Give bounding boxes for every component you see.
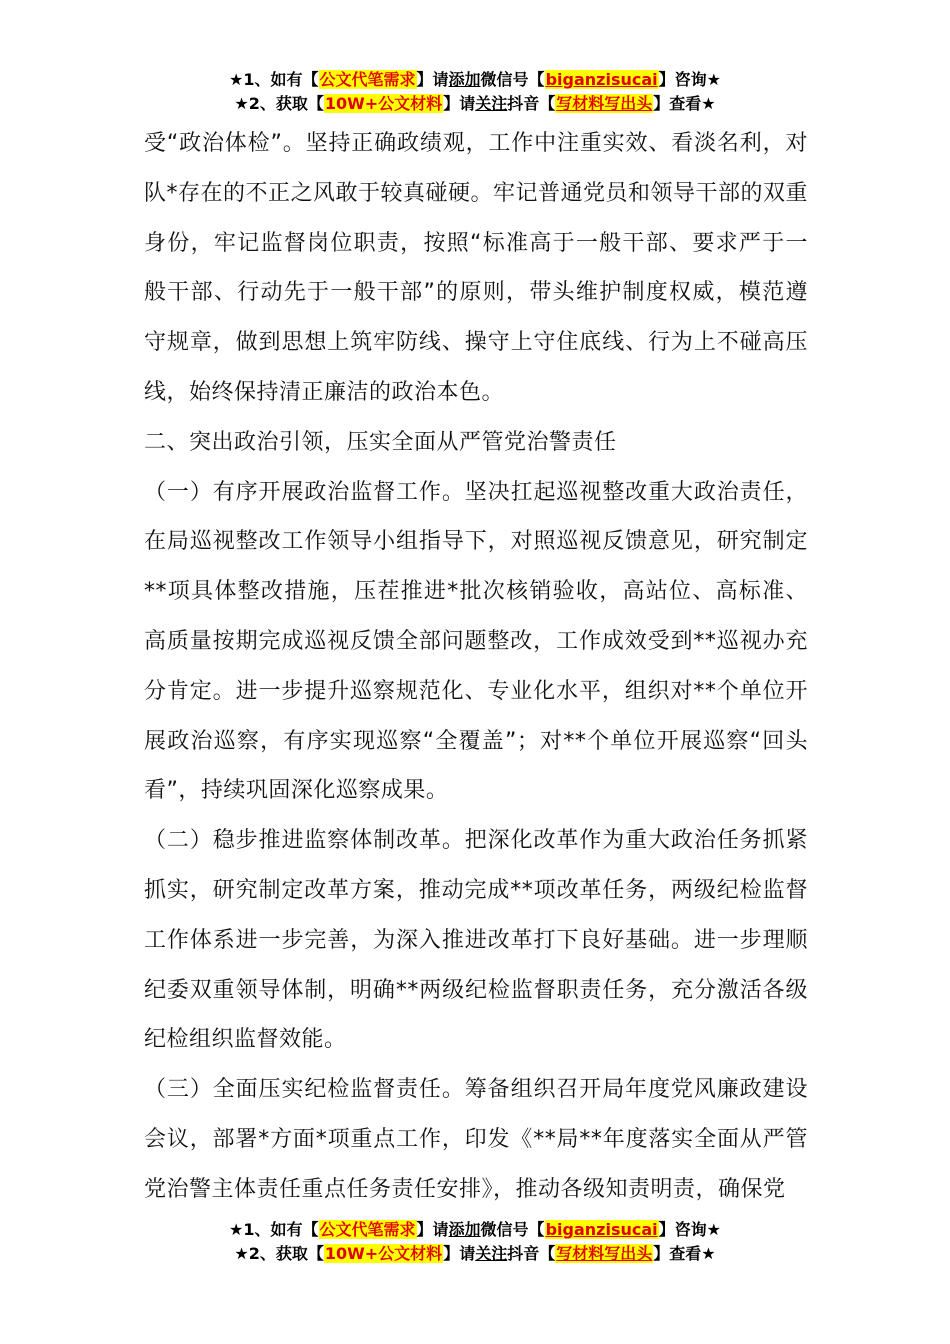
banner-text: 】请 bbox=[443, 94, 476, 113]
banner-text: 】请 bbox=[416, 1220, 449, 1239]
highlight-text: 公文代笔需求 bbox=[319, 1220, 416, 1239]
douyin-id-highlight: 写材料写出头 bbox=[556, 94, 653, 113]
wechat-id-highlight: biganzisucai bbox=[545, 1220, 658, 1239]
banner-text: 微信号【 bbox=[480, 1220, 545, 1239]
banner-text: 抖音【 bbox=[507, 94, 556, 113]
banner-line-1 bbox=[0, 68, 950, 92]
document-body bbox=[144, 119, 808, 1215]
paragraph: （三）全面压实纪检监督责任。筹备组织召开局年度党风廉政建设会议，部署*方面*项重点工作，印发《**局**年度落实全面从严管党治警主体责任重点任务责任安排》，推动各级知责明责，确保党 bbox=[144, 1077, 808, 1202]
footer-banner bbox=[0, 1218, 950, 1266]
banner-line-2 bbox=[0, 92, 950, 116]
banner-text: 】请 bbox=[416, 70, 449, 89]
banner-text: 】咨询★ bbox=[658, 70, 721, 89]
header-banner bbox=[0, 68, 950, 116]
banner-text: 】咨询★ bbox=[658, 1220, 721, 1239]
banner-text: ★2、获取【 bbox=[234, 94, 324, 113]
highlight-text: 公文代笔需求 bbox=[319, 70, 416, 89]
banner-line-1 bbox=[0, 1218, 950, 1242]
emphasis-text: 添加 bbox=[448, 70, 481, 89]
banner-text: 】查看★ bbox=[653, 94, 716, 113]
emphasis-text: 添加 bbox=[448, 1220, 481, 1239]
banner-text: 】查看★ bbox=[653, 1244, 716, 1263]
paragraph: （一）有序开展政治监督工作。坚决扛起巡视整改重大政治责任，在局巡视整改工作领导小组指导下，对照巡视反馈意见，研究制定**项具体整改措施，压茬推进*批次核销验收，高站位、高标准、高质量按期完成巡视反馈全部问题整改，工作成效受到**巡视办充分肯定。进一步提升巡察规范化、专业化水平，组织对**个单位开展政治巡察，有序实现巡察“全覆盖”；对**个单位开展巡察“回头看”，持续巩固深化巡察成果。 bbox=[144, 479, 808, 804]
banner-text: ★2、获取【 bbox=[234, 1244, 324, 1263]
paragraph: （二）稳步推进监察体制改革。把深化改革作为重大政治任务抓紧抓实，研究制定改革方案，推动完成**项改革任务，两级纪检监督工作体系进一步完善，为深入推进改革打下良好基础。进一步理顺纪委双重领导体制，明确**两级纪检监督职责任务，充分激活各级纪检组织监督效能。 bbox=[144, 828, 808, 1053]
paragraph: 受“政治体检”。坚持正确政绩观，工作中注重实效、看淡名利，对队*存在的不正之风敢于较真碰硬。牢记普通党员和领导干部的双重身份，牢记监督岗位职责，按照“标准高于一般干部、要求严于一般干部、行动先于一般干部”的原则，带头维护制度权威，模范遵守规章，做到思想上筑牢防线、操守上守住底线、行为上不碰高压线，始终保持清正廉洁的政治本色。 bbox=[144, 131, 809, 405]
emphasis-text: 关注 bbox=[475, 1244, 508, 1263]
banner-line-2 bbox=[0, 1242, 950, 1266]
banner-text: ★1、如有【 bbox=[229, 70, 319, 89]
section-heading: 二、突出政治引领，压实全面从严管党治警责任 bbox=[144, 429, 617, 455]
highlight-text: 10W+公文材料 bbox=[324, 1244, 443, 1263]
highlight-text: 10W+公文材料 bbox=[324, 94, 443, 113]
douyin-id-highlight: 写材料写出头 bbox=[556, 1244, 653, 1263]
banner-text: ★1、如有【 bbox=[229, 1220, 319, 1239]
banner-text: 微信号【 bbox=[480, 70, 545, 89]
emphasis-text: 关注 bbox=[475, 94, 508, 113]
wechat-id-highlight: biganzisucai bbox=[545, 70, 658, 89]
banner-text: 抖音【 bbox=[507, 1244, 556, 1263]
banner-text: 】请 bbox=[443, 1244, 476, 1263]
